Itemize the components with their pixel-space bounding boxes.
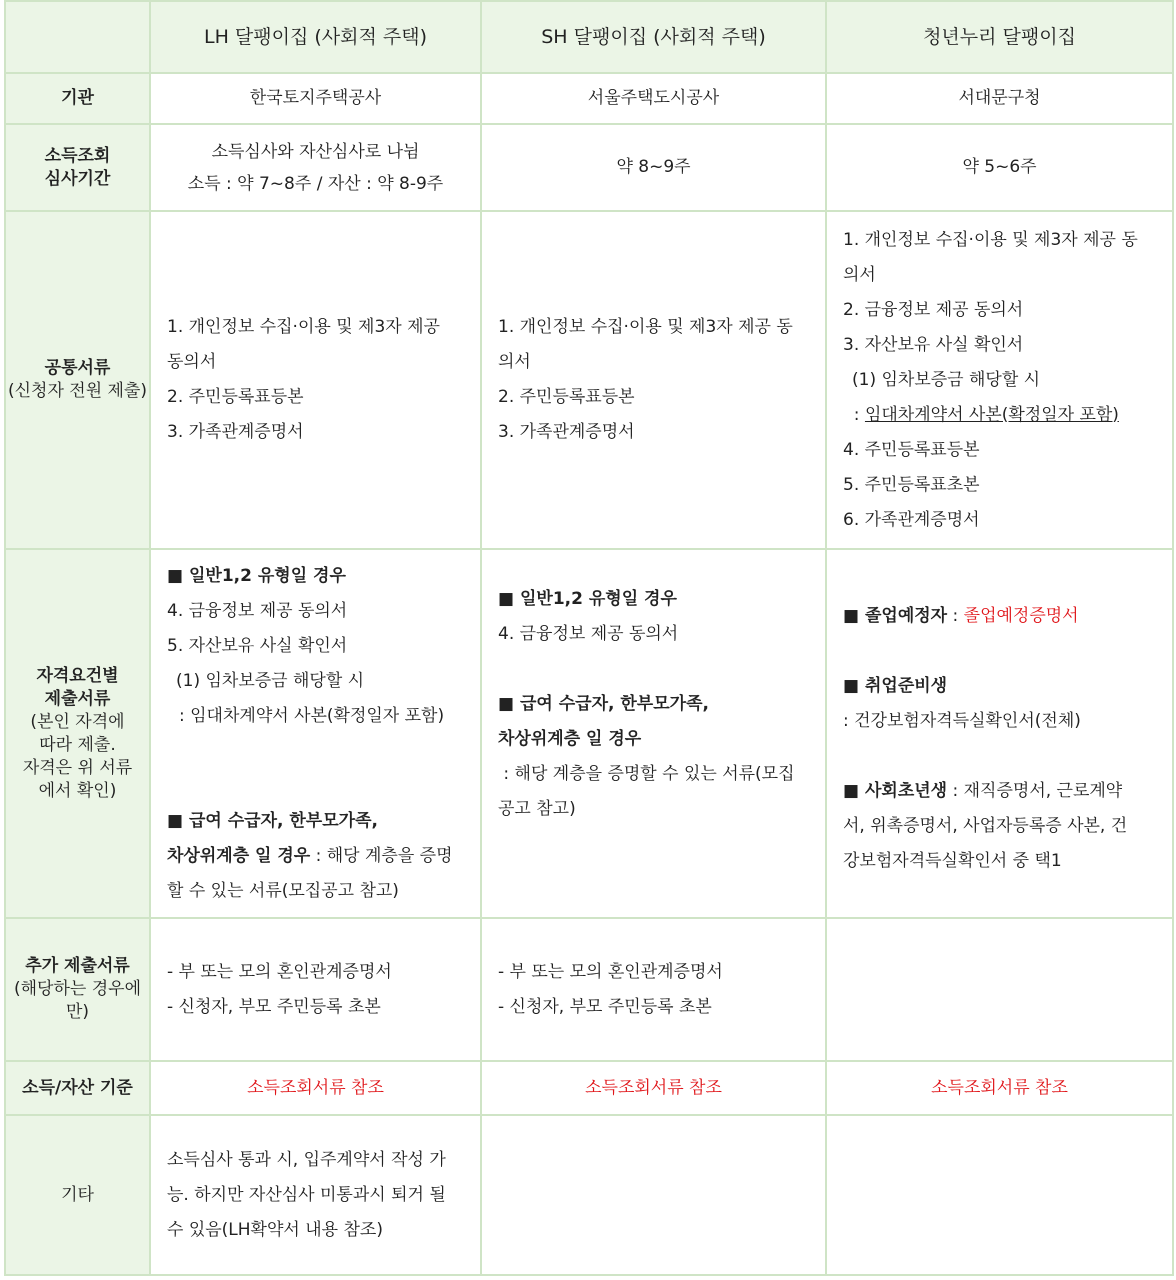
doc-line: 4. 금융정보 제공 동의서 <box>167 600 348 621</box>
graduation-certificate: 졸업예정증명서 <box>963 606 1079 626</box>
label-line: 추가 제출서류 <box>25 956 130 976</box>
doc-line: 수 있음(LH확약서 내용 참조) <box>167 1219 383 1240</box>
common-docs-sh <box>481 211 826 549</box>
common-docs-lh <box>150 211 481 549</box>
etc-youth <box>826 1115 1173 1275</box>
common-docs-youth <box>826 211 1173 549</box>
row-label-additional-docs <box>5 918 150 1061</box>
additional-docs-lh <box>150 918 481 1061</box>
col-header-youth: 청년누리 달팽이집 <box>826 1 1173 73</box>
section-heading: ■ 사회초년생 <box>843 781 948 801</box>
label-line: 제출서류 <box>44 688 111 709</box>
label-line: 따라 제출. <box>39 734 116 755</box>
doc-line: 6. 가족관계증명서 <box>843 509 980 530</box>
section-heading: ■ 졸업예정자 <box>843 606 948 626</box>
doc-line: 5. 자산보유 사실 확인서 <box>167 635 348 656</box>
doc-line: 4. 금융정보 제공 동의서 <box>498 624 679 644</box>
label-line: 공통서류 <box>44 358 111 378</box>
row-additional-docs <box>5 918 1173 1061</box>
doc-line: 1. 개인정보 수집·이용 및 제3자 제공 동 <box>498 317 793 337</box>
row-criteria <box>5 1061 1173 1115</box>
criteria-lh: 소득조회서류 참조 <box>150 1061 481 1115</box>
label-line: 자격요건별 <box>36 665 119 686</box>
doc-line: 의서 <box>498 352 531 372</box>
doc-line: 1. 개인정보 수집·이용 및 제3자 제공 <box>167 317 440 337</box>
label-line: (해당하는 경우에 <box>14 979 141 999</box>
doc-text: : 해당 계층을 증명 <box>310 845 453 866</box>
section-heading: 차상위계층 일 경우 <box>167 845 311 866</box>
doc-line: 2. 주민등록표등본 <box>167 387 304 407</box>
label-line: 만) <box>65 1002 90 1022</box>
doc-line <box>843 774 1158 809</box>
label-line: (신청자 전원 제출) <box>7 381 148 401</box>
doc-line: (1) 임차보증금 해당할 시 <box>852 369 1041 390</box>
doc-line: 1. 개인정보 수집·이용 및 제3자 제공 동 <box>843 229 1138 250</box>
header-row <box>5 1 1173 73</box>
spacer <box>167 734 466 769</box>
agency-youth: 서대문구청 <box>826 73 1173 124</box>
doc-line: 5. 주민등록표초본 <box>843 474 980 495</box>
col-header-sh: SH 달팽이집 (사회적 주택) <box>481 1 826 73</box>
doc-line: - 부 또는 모의 혼인관계증명서 <box>498 961 723 982</box>
criteria-youth: 소득조회서류 참조 <box>826 1061 1173 1115</box>
spacer <box>843 634 1158 669</box>
period-lh-line2: 소득 : 약 7~8주 / 자산 : 약 8-9주 <box>187 173 444 194</box>
row-label-etc: 기타 <box>5 1115 150 1275</box>
label-line: (본인 자격에 <box>30 711 125 732</box>
doc-line: 할 수 있는 서류(모집공고 참고) <box>167 880 399 901</box>
doc-line: 3. 자산보유 사실 확인서 <box>843 334 1024 355</box>
row-label-qualification-docs <box>5 549 150 918</box>
comparison-table <box>4 0 1174 1276</box>
label-line: 자격은 위 서류 <box>22 757 133 778</box>
colon-prefix: : <box>843 404 865 425</box>
additional-docs-youth <box>826 918 1173 1061</box>
row-agency <box>5 73 1173 124</box>
period-sh: 약 8~9주 <box>481 124 826 211</box>
doc-line: 2. 주민등록표등본 <box>498 387 635 407</box>
section-heading: ■ 급여 수급자, 한부모가족, <box>498 694 709 714</box>
doc-line: 서, 위촉증명서, 사업자등록증 사본, 건 <box>843 816 1128 836</box>
row-label-criteria: 소득/자산 기준 <box>5 1061 150 1115</box>
additional-docs-sh <box>481 918 826 1061</box>
section-heading: ■ 취업준비생 <box>843 676 948 696</box>
section-heading: ■ 일반1,2 유형일 경우 <box>167 565 346 586</box>
period-lh-line1: 소득심사와 자산심사로 나뉨 <box>211 141 420 162</box>
row-period <box>5 124 1173 211</box>
etc-lh <box>150 1115 481 1275</box>
corner-cell <box>5 1 150 73</box>
doc-line: 능. 하지만 자산심사 미통과시 퇴거 될 <box>167 1184 446 1205</box>
row-qualification-docs <box>5 549 1173 918</box>
doc-line <box>167 839 466 874</box>
doc-line: - 부 또는 모의 혼인관계증명서 <box>167 961 392 982</box>
section-heading: ■ 일반1,2 유형일 경우 <box>498 589 677 609</box>
doc-line: : 건강보험자격득실확인서(전체) <box>843 711 1081 731</box>
row-label-period <box>5 124 150 211</box>
doc-line: 4. 주민등록표등본 <box>843 439 980 460</box>
col-header-lh: LH 달팽이집 (사회적 주택) <box>150 1 481 73</box>
spacer <box>167 769 466 804</box>
doc-line: - 신청자, 부모 주민등록 초본 <box>167 996 381 1017</box>
label-line: 심사기간 <box>44 168 111 189</box>
qualification-docs-sh <box>481 549 826 918</box>
doc-line: 공고 참고) <box>498 799 576 819</box>
lease-contract-copy: 임대차계약서 사본(확정일자 포함) <box>864 404 1119 425</box>
period-lh <box>150 124 481 211</box>
doc-line: 2. 금융정보 제공 동의서 <box>843 299 1024 320</box>
row-label-agency: 기관 <box>5 73 150 124</box>
doc-line: 동의서 <box>167 352 217 372</box>
period-youth: 약 5~6주 <box>826 124 1173 211</box>
qualification-docs-youth <box>826 549 1173 918</box>
doc-line <box>843 599 1158 634</box>
spacer <box>498 652 811 687</box>
doc-line: 강보험자격득실확인서 중 택1 <box>843 851 1062 871</box>
doc-line: 3. 가족관계증명서 <box>167 422 304 442</box>
doc-line: - 신청자, 부모 주민등록 초본 <box>498 996 712 1017</box>
doc-line: (1) 임차보증금 해당할 시 <box>176 670 365 691</box>
doc-text: : <box>947 606 964 626</box>
section-heading: 차상위계층 일 경우 <box>498 729 642 749</box>
row-common-docs <box>5 211 1173 549</box>
doc-text: : 재직증명서, 근로계약 <box>947 781 1123 801</box>
doc-line: 의서 <box>843 264 876 285</box>
qualification-docs-lh <box>150 549 481 918</box>
row-label-common-docs <box>5 211 150 549</box>
etc-sh <box>481 1115 826 1275</box>
doc-line: 소득심사 통과 시, 입주계약서 작성 가 <box>167 1149 446 1170</box>
doc-line: : 임대차계약서 사본(확정일자 포함) <box>179 705 445 726</box>
section-heading: ■ 급여 수급자, 한부모가족, <box>167 810 378 831</box>
agency-sh: 서울주택도시공사 <box>481 73 826 124</box>
doc-line <box>843 398 1158 433</box>
row-etc <box>5 1115 1173 1275</box>
spacer <box>843 739 1158 774</box>
doc-line: 3. 가족관계증명서 <box>498 422 635 442</box>
label-line: 소득조회 <box>44 145 111 166</box>
doc-line: : 해당 계층을 증명할 수 있는 서류(모집 <box>498 764 795 784</box>
label-line: 에서 확인) <box>38 780 117 801</box>
criteria-sh: 소득조회서류 참조 <box>481 1061 826 1115</box>
agency-lh: 한국토지주택공사 <box>150 73 481 124</box>
